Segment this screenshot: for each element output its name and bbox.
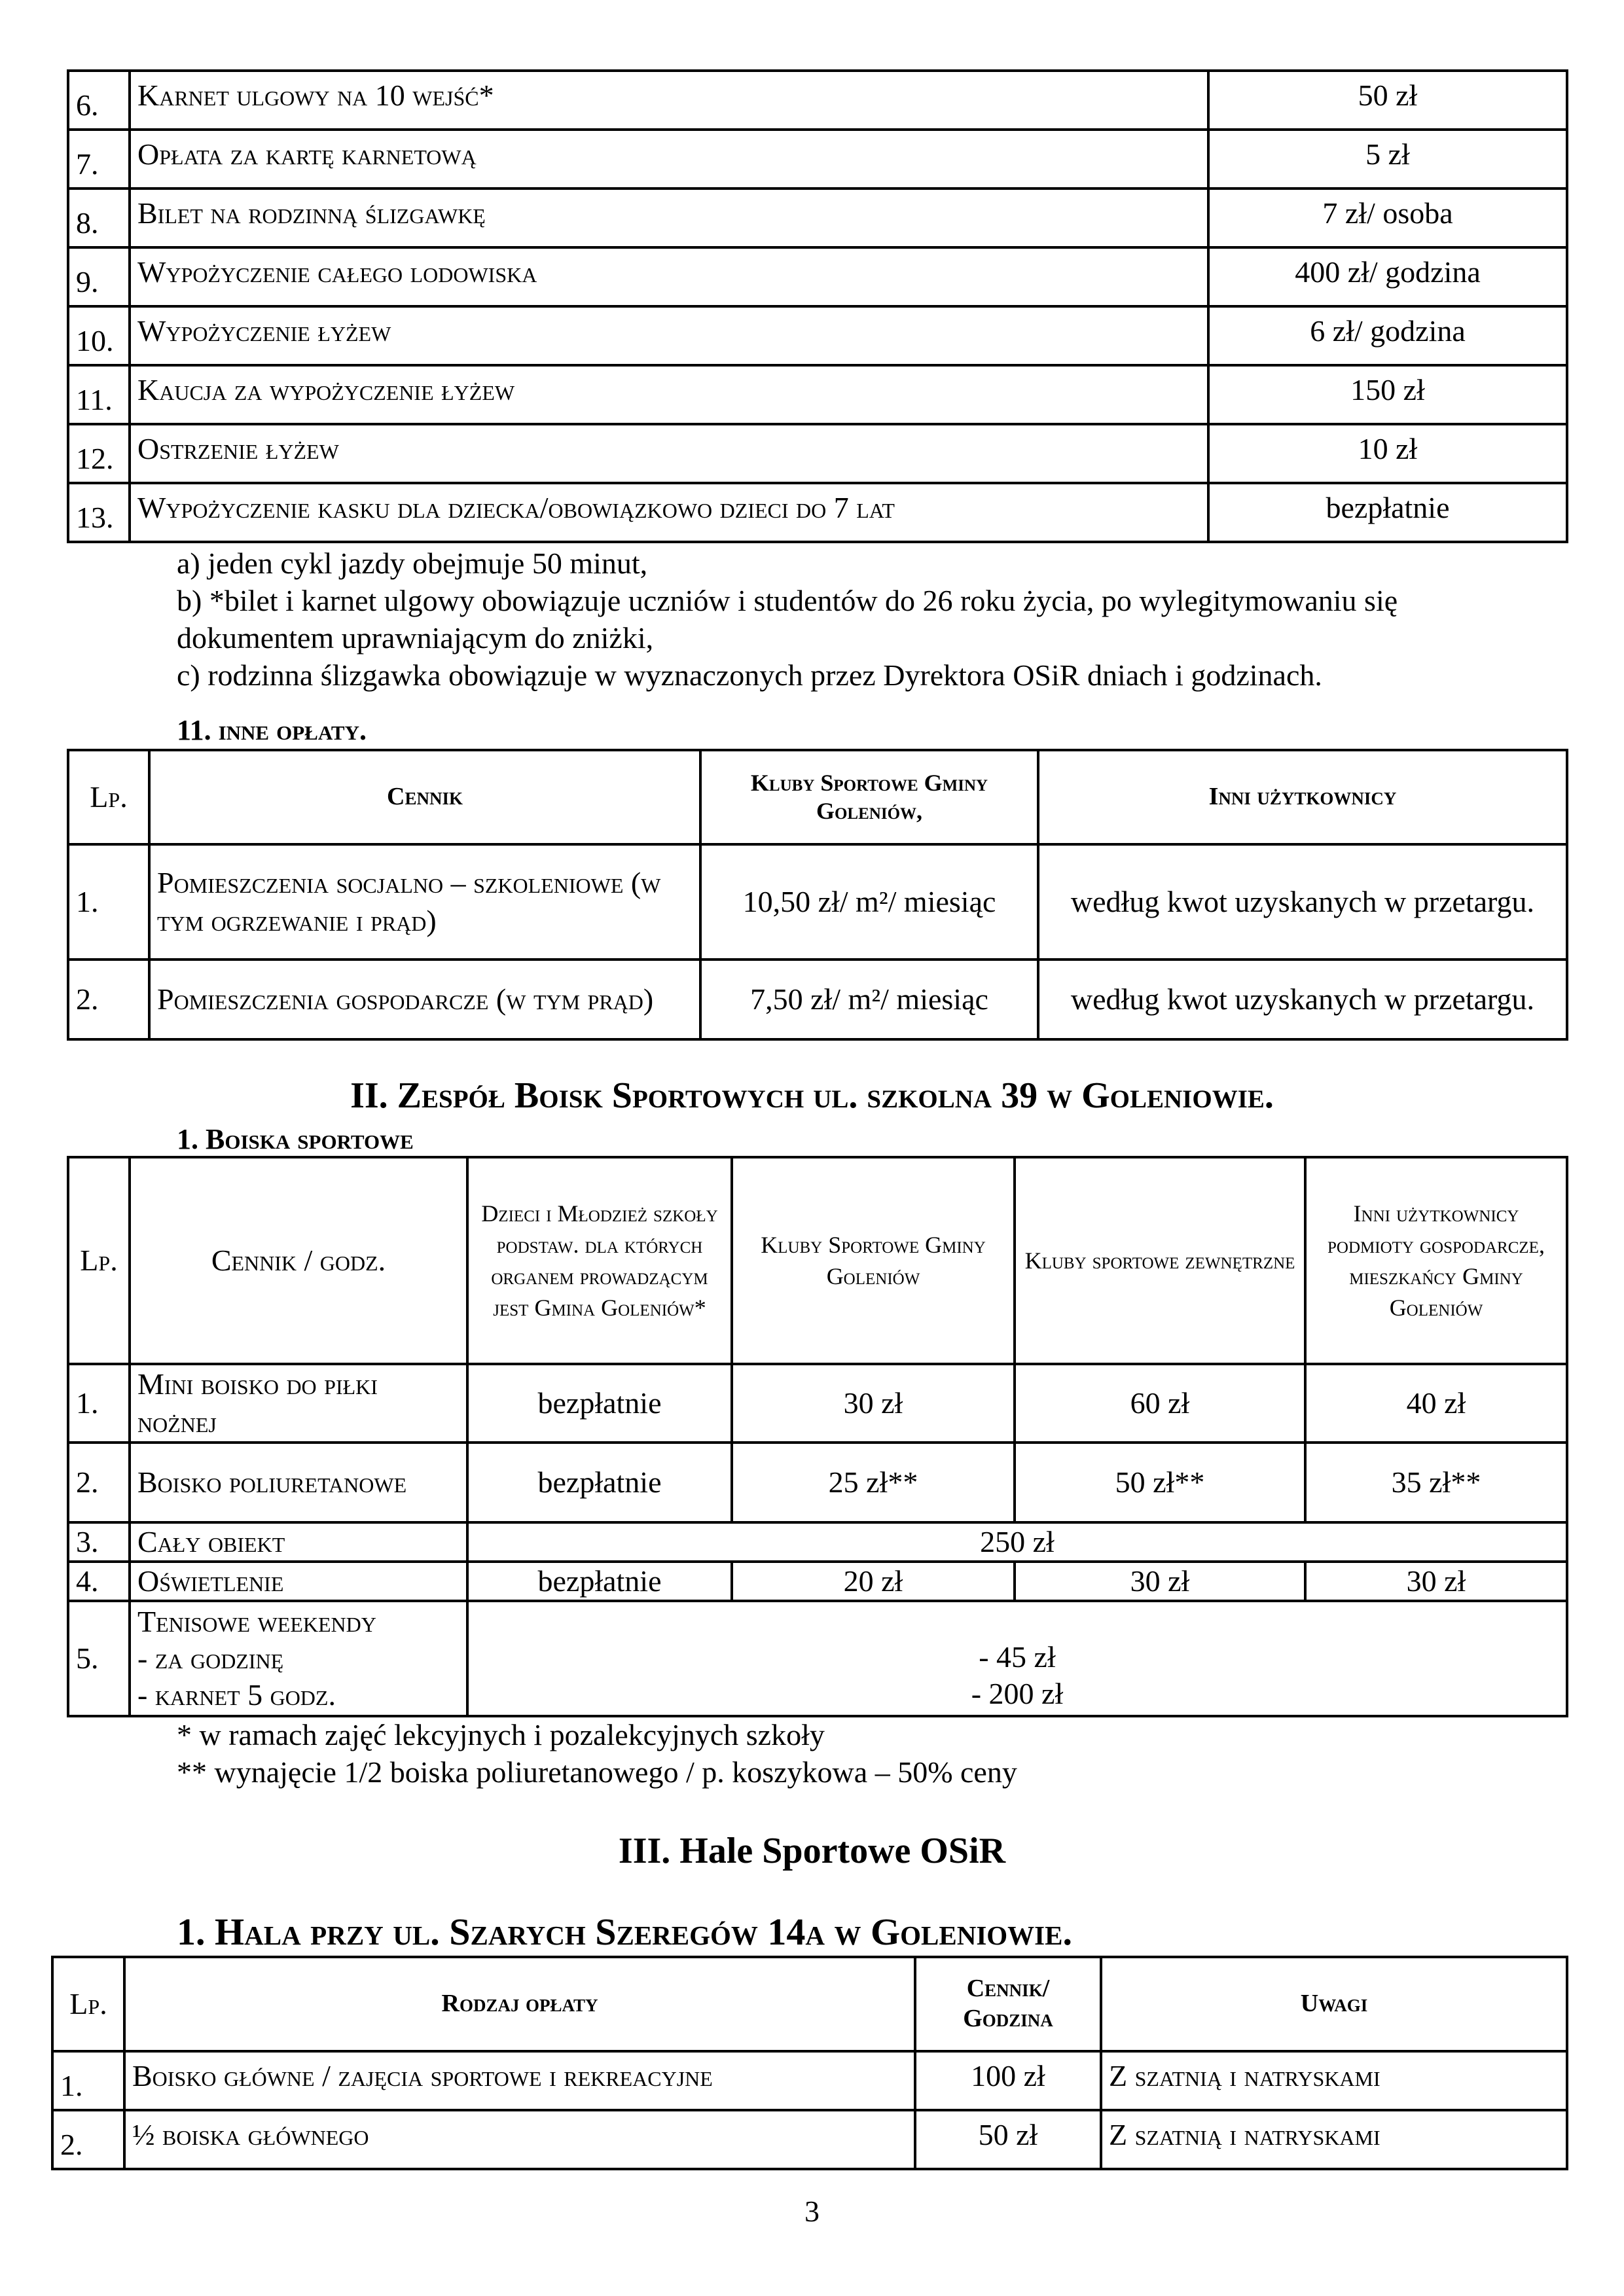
fee-name: Karnet ulgowy na 10 wejść* <box>130 71 1208 130</box>
table-row <box>68 71 1567 130</box>
kluby-price: 10,50 zł/ m²/ miesiąc <box>700 844 1038 960</box>
row-number: 1. <box>52 2051 124 2110</box>
table-row <box>68 247 1567 306</box>
price-inni: 35 zł** <box>1305 1443 1567 1522</box>
table-row <box>68 306 1567 365</box>
page-number: 3 <box>804 2195 820 2228</box>
table-row <box>68 1562 1567 1601</box>
price-kluby: 20 zł <box>732 1562 1015 1601</box>
footnote-line: * w ramach zajęć lekcyjnych i pozalekcyjnych szkoły <box>177 1718 825 1751</box>
table-header-row <box>52 1957 1567 2051</box>
note-line: a) jeden cykl jazdy obejmuje 50 minut, <box>177 547 648 580</box>
price-inni: 30 zł <box>1305 1562 1567 1601</box>
row-number: 8. <box>68 188 130 247</box>
price-zewnetrzne: 60 zł <box>1015 1364 1305 1443</box>
fee-price: 6 zł/ godzina <box>1208 306 1567 365</box>
column-header-kluby: Kluby Sportowe Gminy Goleniów <box>732 1157 1015 1364</box>
row-number: 2. <box>68 960 149 1039</box>
table-row <box>68 483 1567 542</box>
column-header-lp: Lp. <box>68 1157 130 1364</box>
row-number: 2. <box>68 1443 130 1522</box>
table-row <box>68 960 1567 1039</box>
price-line: - 45 zł <box>979 1640 1056 1674</box>
column-header-cennik: Cennik / godz. <box>130 1157 467 1364</box>
row-number: 10. <box>68 306 130 365</box>
row-number: 3. <box>68 1522 130 1562</box>
fee-name: ½ boiska głównego <box>124 2110 915 2169</box>
column-header-rodzaj: Rodzaj opłaty <box>124 1957 915 2051</box>
fee-name: Ostrzenie łyżew <box>130 424 1208 483</box>
column-header-kluby: Kluby Sportowe Gminy Goleniów, <box>700 750 1038 844</box>
price-kluby: 25 zł** <box>732 1443 1015 1522</box>
table-row <box>68 424 1567 483</box>
row-number: 7. <box>68 130 130 188</box>
table-row <box>68 1364 1567 1443</box>
field-name-line: - za godzinę <box>137 1641 284 1675</box>
price-line: - 200 zł <box>971 1677 1064 1710</box>
column-header-inni: Inni użytkownicy podmioty gospodarcze, mieszkańcy Gminy Goleniów <box>1305 1157 1567 1364</box>
field-name: Cały obiekt <box>130 1522 467 1562</box>
other-fees-table <box>67 749 1568 1041</box>
row-number: 1. <box>68 1364 130 1443</box>
fee-price: 5 zł <box>1208 130 1567 188</box>
fee-name: Pomieszczenia socjalno – szkoleniowe (w tym ogrzewanie i prąd) <box>149 844 700 960</box>
sports-hall-table <box>51 1956 1568 2170</box>
section-subheading: 1. Hala przy ul. Szarych Szeregów 14a w Goleniowie. <box>177 1910 1072 1953</box>
price-inni: 40 zł <box>1305 1364 1567 1443</box>
fee-name: Bilet na rodzinną ślizgawkę <box>130 188 1208 247</box>
table-row <box>68 365 1567 424</box>
fee-name: Wypożyczenie kasku dla dziecka/obowiązkowo dzieci do 7 lat <box>130 483 1208 542</box>
field-name <box>130 1601 467 1716</box>
price-merged: 250 zł <box>467 1522 1567 1562</box>
price-dzieci: bezpłatnie <box>467 1562 732 1601</box>
fee-name: Wypożyczenie łyżew <box>130 306 1208 365</box>
field-name-line: - karnet 5 godz. <box>137 1678 336 1712</box>
table-row <box>52 2110 1567 2169</box>
section-title: II. Zespół Boisk Sportowych ul. szkolna 39 w Goleniowie. <box>350 1075 1274 1116</box>
inni-price: według kwot uzyskanych w przetargu. <box>1038 844 1567 960</box>
footnote-line: ** wynajęcie 1/2 boiska poliuretanowego / p. koszykowa – 50% ceny <box>177 1755 1017 1789</box>
fee-price: 10 zł <box>1208 424 1567 483</box>
price-zewnetrzne: 30 zł <box>1015 1562 1305 1601</box>
column-header-uwagi: Uwagi <box>1101 1957 1567 2051</box>
fee-name: Boisko główne / zajęcia sportowe i rekreacyjne <box>124 2051 915 2110</box>
fee-price: 400 zł/ godzina <box>1208 247 1567 306</box>
section-title: III. Hale Sportowe OSiR <box>618 1831 1006 1871</box>
row-number: 4. <box>68 1562 130 1601</box>
price-dzieci: bezpłatnie <box>467 1443 732 1522</box>
column-header-dzieci: Dzieci i Młodzież szkoły podstaw. dla których organem prowadzącym jest Gmina Goleniów* <box>467 1157 732 1364</box>
table-row <box>68 844 1567 960</box>
fee-price: 150 zł <box>1208 365 1567 424</box>
fee-name: Kaucja za wypożyczenie łyżew <box>130 365 1208 424</box>
table-row <box>68 1443 1567 1522</box>
table-row <box>52 2051 1567 2110</box>
price-zewnetrzne: 50 zł** <box>1015 1443 1305 1522</box>
field-name: Boisko poliuretanowe <box>130 1443 467 1522</box>
ice-rink-price-table <box>67 69 1568 543</box>
table-row <box>68 188 1567 247</box>
table-header-row <box>68 1157 1567 1364</box>
field-name: Oświetlenie <box>130 1562 467 1601</box>
note-line: dokumentem uprawniającym do zniżki, <box>177 621 654 655</box>
column-header-inni: Inni użytkownicy <box>1038 750 1567 844</box>
column-header-lp: Lp. <box>68 750 149 844</box>
column-header-cennik: Cennik/ Godzina <box>915 1957 1101 2051</box>
fee-price: 7 zł/ osoba <box>1208 188 1567 247</box>
table-row <box>68 130 1567 188</box>
price-kluby: 30 zł <box>732 1364 1015 1443</box>
fee-remark: Z szatnią i natryskami <box>1101 2110 1567 2169</box>
section-heading: 11. inne opłaty. <box>177 714 367 746</box>
fee-price: bezpłatnie <box>1208 483 1567 542</box>
column-header-lp: Lp. <box>52 1957 124 2051</box>
column-header-zewnetrzne: Kluby sportowe zewnętrzne <box>1015 1157 1305 1364</box>
kluby-price: 7,50 zł/ m²/ miesiąc <box>700 960 1038 1039</box>
section-subheading: 1. Boiska sportowe <box>177 1123 414 1155</box>
row-number: 11. <box>68 365 130 424</box>
fee-price: 50 zł <box>915 2110 1101 2169</box>
row-number: 5. <box>68 1601 130 1716</box>
field-name: Mini boisko do piłki nożnej <box>130 1364 467 1443</box>
price-merged <box>467 1601 1567 1716</box>
fee-remark: Z szatnią i natryskami <box>1101 2051 1567 2110</box>
row-number: 6. <box>68 71 130 130</box>
field-name-line: Tenisowe weekendy <box>137 1605 376 1638</box>
fee-price: 100 zł <box>915 2051 1101 2110</box>
row-number: 9. <box>68 247 130 306</box>
fee-name: Wypożyczenie całego lodowiska <box>130 247 1208 306</box>
column-header-cennik: Cennik <box>149 750 700 844</box>
table-row <box>68 1522 1567 1562</box>
row-number: 12. <box>68 424 130 483</box>
fee-name: Pomieszczenia gospodarcze (w tym prąd) <box>149 960 700 1039</box>
price-dzieci: bezpłatnie <box>467 1364 732 1443</box>
fee-name: Opłata za kartę karnetową <box>130 130 1208 188</box>
table-header-row <box>68 750 1567 844</box>
inni-price: według kwot uzyskanych w przetargu. <box>1038 960 1567 1039</box>
note-line: b) *bilet i karnet ulgowy obowiązuje uczniów i studentów do 26 roku życia, po wylegitymowaniu się <box>177 584 1398 617</box>
row-number: 2. <box>52 2110 124 2169</box>
row-number: 13. <box>68 483 130 542</box>
fee-price: 50 zł <box>1208 71 1567 130</box>
row-number: 1. <box>68 844 149 960</box>
sports-fields-table <box>67 1156 1568 1717</box>
table-row <box>68 1601 1567 1716</box>
note-line: c) rodzinna ślizgawka obowiązuje w wyznaczonych przez Dyrektora OSiR dniach i godzinach. <box>177 658 1322 692</box>
